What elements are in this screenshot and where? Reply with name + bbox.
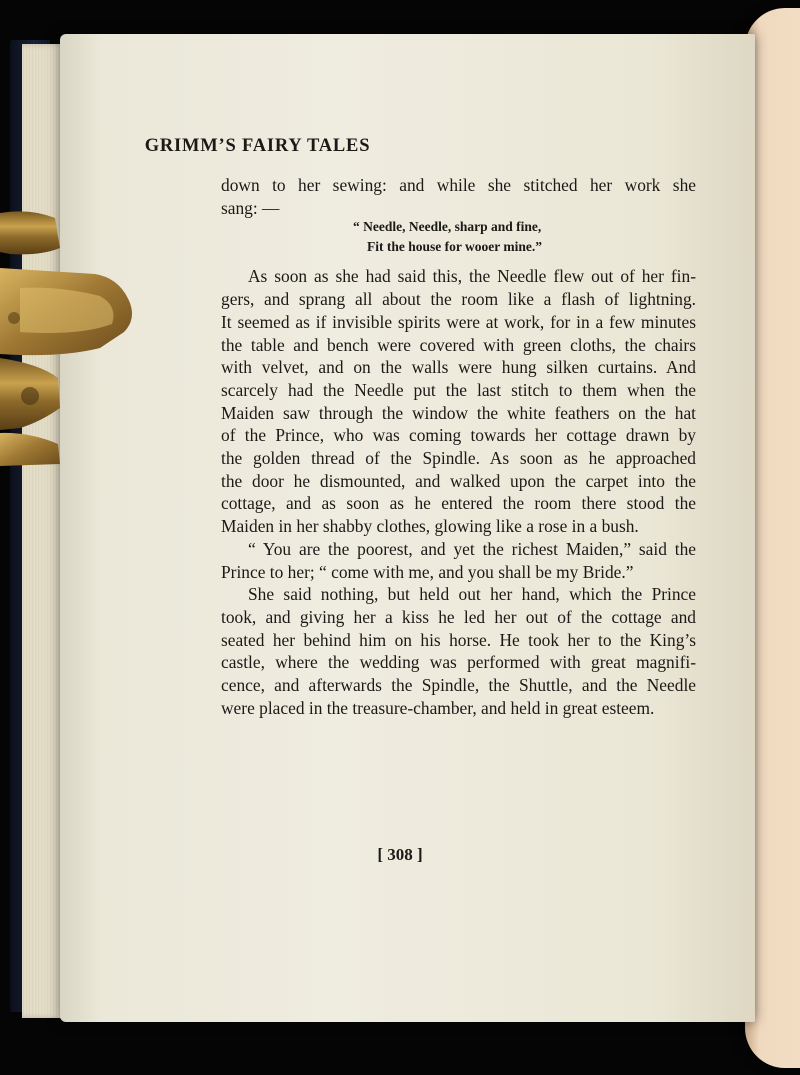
verse xyxy=(221,217,696,257)
text-line: It seemed as if invisible spirits were at work, for in a few minutes xyxy=(221,311,696,332)
page-number: [ 308 ] xyxy=(377,845,423,864)
text-line: took, and giving her a kiss he led her out of the cottage and xyxy=(221,606,696,627)
page-text xyxy=(221,174,696,719)
brass-book-clip xyxy=(0,208,136,466)
text-line: As soon as she had said this, the Needle flew out of her fin- xyxy=(248,266,696,287)
text-line: Maiden saw through the window the white feathers on the hat xyxy=(221,402,696,423)
text-line: were placed in the treasure-chamber, and held in great esteem. xyxy=(221,697,655,718)
body-paragraphs xyxy=(221,265,696,719)
verse-line: “ Needle, Needle, sharp and fine, xyxy=(353,219,542,235)
text-line: cence, and afterwards the Spindle, the Shuttle, and the Needle xyxy=(221,675,696,696)
text-line: the golden thread of the Spindle. As soon as he approached xyxy=(221,448,696,469)
text-line: castle, where the wedding was performed with great magnifi- xyxy=(221,652,696,673)
text-line: “ You are the poorest, and yet the richest Maiden,” said the xyxy=(248,538,696,559)
text-line: with velvet, and on the walls were hung silken curtains. And xyxy=(221,357,696,378)
body-paragraph xyxy=(221,583,696,719)
text-line: sang: — xyxy=(221,197,280,218)
text-line: cottage, and as soon as he entered the room there stood the xyxy=(221,493,696,514)
text-line: down to her sewing: and while she stitched her work she xyxy=(221,175,696,195)
text-line: She said nothing, but held out her hand, which the Prince xyxy=(248,584,696,605)
text-line: Prince to her; “ come with me, and you shall be my Bride.” xyxy=(221,561,634,582)
verse-line: Fit the house for wooer mine.” xyxy=(367,239,542,255)
running-head: GRIMM’S FAIRY TALES xyxy=(144,136,371,156)
text-line: the table and bench were covered with green cloths, the chairs xyxy=(221,334,696,355)
opening-paragraph xyxy=(221,174,696,219)
body-paragraph xyxy=(221,265,696,537)
body-paragraph xyxy=(221,538,696,583)
text-line: of the Prince, who was coming towards her cottage drawn by xyxy=(221,425,696,446)
text-line: seated her behind him on his horse. He took her to the King’s xyxy=(221,629,696,650)
text-line: gers, and sprang all about the room like a flash of lightning. xyxy=(221,289,696,310)
text-line: the door he dismounted, and walked upon the carpet into the xyxy=(221,470,696,491)
text-line: Maiden in her shabby clothes, glowing like a rose in a bush. xyxy=(221,516,639,537)
text-line: scarcely had the Needle put the last stitch to them when the xyxy=(221,379,696,400)
